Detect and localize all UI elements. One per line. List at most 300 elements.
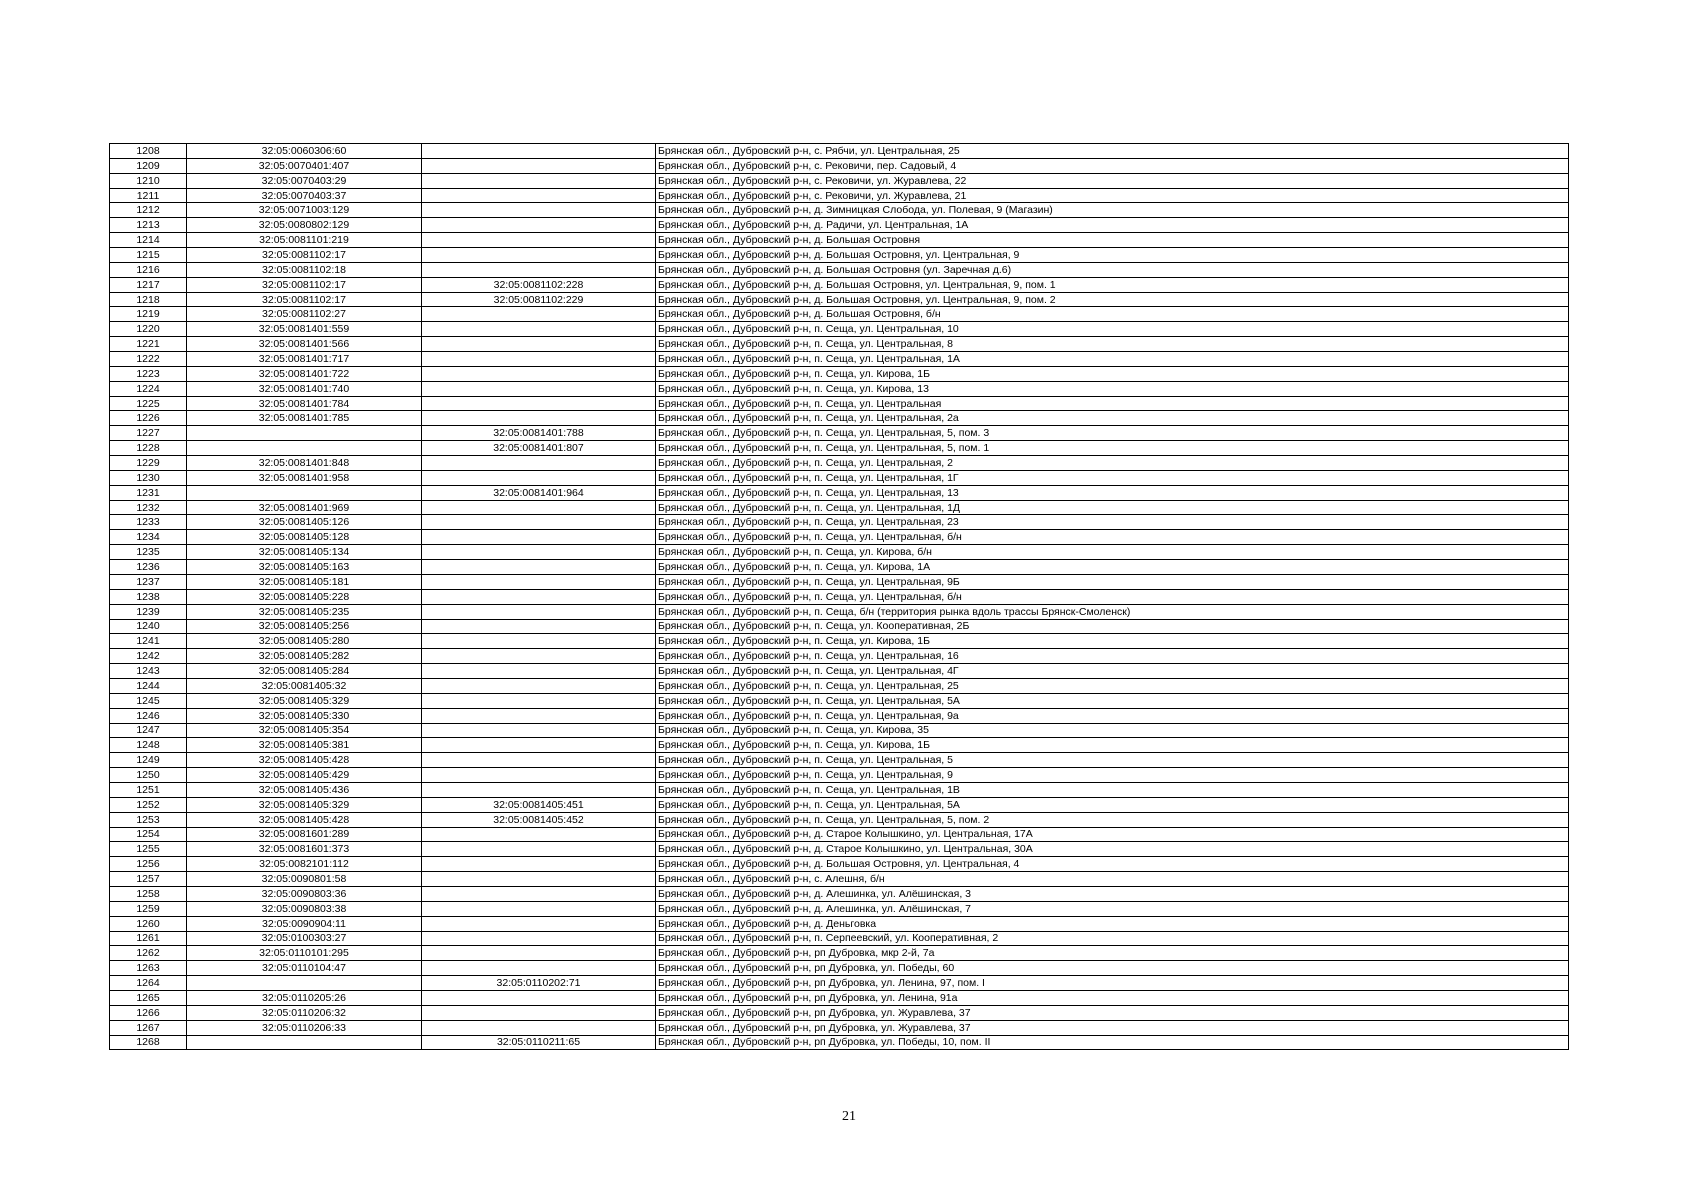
row-number-cell: 1251 [110,782,187,797]
premises-cadastral-number-cell [422,307,656,322]
premises-cadastral-number-cell [422,545,656,560]
row-number-cell: 1214 [110,233,187,248]
cadastral-number-cell: 32:05:0090801:58 [187,872,422,887]
row-number-cell: 1263 [110,961,187,976]
table-row [110,827,1569,842]
cadastral-number-cell: 32:05:0110205:26 [187,990,422,1005]
row-number-cell: 1257 [110,872,187,887]
premises-cadastral-number-cell [422,901,656,916]
premises-cadastral-number-cell [422,678,656,693]
premises-cadastral-number-cell [422,931,656,946]
premises-cadastral-number-cell: 32:05:0081401:788 [422,426,656,441]
cadastral-number-cell: 32:05:0081405:128 [187,530,422,545]
address-cell: Брянская обл., Дубровский р-н, п. Сеща, ул. Центральная, б/н [656,589,1569,604]
row-number-cell: 1219 [110,307,187,322]
cadastral-number-cell [187,1035,422,1050]
table-row [110,931,1569,946]
table-row [110,1035,1569,1050]
registry-table [109,143,1569,1050]
row-number-cell: 1248 [110,738,187,753]
premises-cadastral-number-cell [422,1020,656,1035]
row-number-cell: 1226 [110,411,187,426]
premises-cadastral-number-cell [422,352,656,367]
cadastral-number-cell [187,441,422,456]
cadastral-number-cell: 32:05:0082101:112 [187,857,422,872]
cadastral-number-cell: 32:05:0081405:126 [187,515,422,530]
premises-cadastral-number-cell [422,619,656,634]
cadastral-number-cell: 32:05:0081405:228 [187,589,422,604]
address-cell: Брянская обл., Дубровский р-н, д. Большая Островня, ул. Центральная, 4 [656,857,1569,872]
row-number-cell: 1253 [110,812,187,827]
address-cell: Брянская обл., Дубровский р-н, п. Сеща, ул. Центральная, 23 [656,515,1569,530]
cadastral-number-cell: 32:05:0081405:329 [187,693,422,708]
table-row [110,634,1569,649]
premises-cadastral-number-cell [422,530,656,545]
row-number-cell: 1265 [110,990,187,1005]
table-row [110,470,1569,485]
row-number-cell: 1221 [110,337,187,352]
cadastral-number-cell: 32:05:0081405:428 [187,753,422,768]
address-cell: Брянская обл., Дубровский р-н, с. Рябчи, ул. Центральная, 25 [656,144,1569,159]
address-cell: Брянская обл., Дубровский р-н, п. Серпеевский, ул. Кооперативная, 2 [656,931,1569,946]
cadastral-number-cell: 32:05:0081102:17 [187,248,422,263]
premises-cadastral-number-cell [422,158,656,173]
table-row [110,158,1569,173]
table-row [110,456,1569,471]
table-row [110,307,1569,322]
table-row [110,649,1569,664]
cadastral-number-cell: 32:05:0081102:17 [187,277,422,292]
address-cell: Брянская обл., Дубровский р-н, п. Сеща, ул. Центральная, 5А [656,693,1569,708]
table-row [110,188,1569,203]
row-number-cell: 1233 [110,515,187,530]
cadastral-number-cell: 32:05:0081601:289 [187,827,422,842]
address-cell: Брянская обл., Дубровский р-н, рп Дубровка, ул. Ленина, 91а [656,990,1569,1005]
address-cell: Брянская обл., Дубровский р-н, п. Сеща, ул. Кирова, 1Б [656,738,1569,753]
cadastral-number-cell: 32:05:0081401:969 [187,500,422,515]
premises-cadastral-number-cell [422,990,656,1005]
row-number-cell: 1264 [110,976,187,991]
address-cell: Брянская обл., Дубровский р-н, д. Большая Островня (ул. Заречная д.6) [656,262,1569,277]
address-cell: Брянская обл., Дубровский р-н, п. Сеща, ул. Центральная, 5, пом. 1 [656,441,1569,456]
cadastral-number-cell: 32:05:0090803:38 [187,901,422,916]
table-row [110,946,1569,961]
cadastral-number-cell: 32:05:0110206:32 [187,1005,422,1020]
premises-cadastral-number-cell [422,233,656,248]
address-cell: Брянская обл., Дубровский р-н, д. Зимницкая Слобода, ул. Полевая, 9 (Магазин) [656,203,1569,218]
cadastral-number-cell: 32:05:0081401:717 [187,352,422,367]
row-number-cell: 1236 [110,560,187,575]
cadastral-number-cell: 32:05:0081405:436 [187,782,422,797]
address-cell: Брянская обл., Дубровский р-н, п. Сеща, ул. Центральная, 16 [656,649,1569,664]
address-cell: Брянская обл., Дубровский р-н, рп Дубровка, ул. Ленина, 97, пом. I [656,976,1569,991]
address-cell: Брянская обл., Дубровский р-н, п. Сеща, ул. Центральная, 5, пом. 3 [656,426,1569,441]
table-row [110,693,1569,708]
address-cell: Брянская обл., Дубровский р-н, п. Сеща, ул. Центральная, 1Г [656,470,1569,485]
address-cell: Брянская обл., Дубровский р-н, д. Старое Колышкино, ул. Центральная, 30А [656,842,1569,857]
address-cell: Брянская обл., Дубровский р-н, д. Большая Островня, ул. Центральная, 9 [656,248,1569,263]
table-row [110,872,1569,887]
premises-cadastral-number-cell [422,723,656,738]
table-row [110,812,1569,827]
address-cell: Брянская обл., Дубровский р-н, п. Сеща, ул. Кирова, 1А [656,560,1569,575]
premises-cadastral-number-cell [422,470,656,485]
premises-cadastral-number-cell [422,857,656,872]
table-row [110,381,1569,396]
premises-cadastral-number-cell [422,827,656,842]
table-row [110,976,1569,991]
address-cell: Брянская обл., Дубровский р-н, п. Сеща, ул. Центральная, 9 [656,768,1569,783]
address-cell: Брянская обл., Дубровский р-н, с. Рековичи, ул. Журавлева, 21 [656,188,1569,203]
row-number-cell: 1209 [110,158,187,173]
row-number-cell: 1249 [110,753,187,768]
cadastral-number-cell: 32:05:0081405:256 [187,619,422,634]
address-cell: Брянская обл., Дубровский р-н, д. Алешинка, ул. Алёшинская, 7 [656,901,1569,916]
row-number-cell: 1242 [110,649,187,664]
row-number-cell: 1255 [110,842,187,857]
table-row [110,515,1569,530]
premises-cadastral-number-cell [422,188,656,203]
cadastral-number-cell: 32:05:0070403:37 [187,188,422,203]
premises-cadastral-number-cell [422,381,656,396]
premises-cadastral-number-cell [422,604,656,619]
premises-cadastral-number-cell [422,782,656,797]
table-row [110,842,1569,857]
row-number-cell: 1259 [110,901,187,916]
address-cell: Брянская обл., Дубровский р-н, д. Большая Островня [656,233,1569,248]
cadastral-number-cell [187,426,422,441]
row-number-cell: 1211 [110,188,187,203]
table-row [110,678,1569,693]
address-cell: Брянская обл., Дубровский р-н, с. Алешня, б/н [656,872,1569,887]
premises-cadastral-number-cell [422,872,656,887]
premises-cadastral-number-cell: 32:05:0081401:964 [422,485,656,500]
premises-cadastral-number-cell [422,337,656,352]
row-number-cell: 1256 [110,857,187,872]
cadastral-number-cell: 32:05:0081601:373 [187,842,422,857]
cadastral-number-cell: 32:05:0110101:295 [187,946,422,961]
cadastral-number-cell: 32:05:0081405:354 [187,723,422,738]
premises-cadastral-number-cell [422,886,656,901]
cadastral-number-cell [187,485,422,500]
table-row [110,560,1569,575]
address-cell: Брянская обл., Дубровский р-н, п. Сеща, ул. Центральная, 5 [656,753,1569,768]
table-row [110,901,1569,916]
cadastral-number-cell: 32:05:0081401:722 [187,366,422,381]
cadastral-number-cell: 32:05:0081401:559 [187,322,422,337]
cadastral-number-cell: 32:05:0081401:848 [187,456,422,471]
address-cell: Брянская обл., Дубровский р-н, п. Сеща, ул. Центральная, 1А [656,352,1569,367]
table-row [110,916,1569,931]
address-cell: Брянская обл., Дубровский р-н, д. Большая Островня, б/н [656,307,1569,322]
cadastral-number-cell: 32:05:0081405:32 [187,678,422,693]
premises-cadastral-number-cell [422,515,656,530]
table-row [110,768,1569,783]
cadastral-number-cell: 32:05:0090803:36 [187,886,422,901]
row-number-cell: 1229 [110,456,187,471]
premises-cadastral-number-cell [422,366,656,381]
address-cell: Брянская обл., Дубровский р-н, п. Сеща, ул. Центральная, 2а [656,411,1569,426]
premises-cadastral-number-cell [422,411,656,426]
cadastral-number-cell: 32:05:0081405:330 [187,708,422,723]
cadastral-number-cell: 32:05:0081405:280 [187,634,422,649]
row-number-cell: 1217 [110,277,187,292]
address-cell: Брянская обл., Дубровский р-н, рп Дубровка, ул. Журавлева, 37 [656,1020,1569,1035]
cadastral-number-cell: 32:05:0070401:407 [187,158,422,173]
premises-cadastral-number-cell [422,396,656,411]
address-cell: Брянская обл., Дубровский р-н, п. Сеща, ул. Центральная, 10 [656,322,1569,337]
address-cell: Брянская обл., Дубровский р-н, п. Сеща, ул. Центральная, 5, пом. 2 [656,812,1569,827]
address-cell: Брянская обл., Дубровский р-н, п. Сеща, ул. Кирова, б/н [656,545,1569,560]
premises-cadastral-number-cell: 32:05:0110202:71 [422,976,656,991]
cadastral-number-cell: 32:05:0081401:740 [187,381,422,396]
premises-cadastral-number-cell: 32:05:0081102:228 [422,277,656,292]
premises-cadastral-number-cell [422,574,656,589]
row-number-cell: 1240 [110,619,187,634]
premises-cadastral-number-cell [422,203,656,218]
table-row [110,366,1569,381]
table-row [110,426,1569,441]
cadastral-number-cell: 32:05:0081401:566 [187,337,422,352]
row-number-cell: 1241 [110,634,187,649]
cadastral-number-cell: 32:05:0081405:381 [187,738,422,753]
table-row [110,753,1569,768]
premises-cadastral-number-cell [422,218,656,233]
cadastral-number-cell: 32:05:0080802:129 [187,218,422,233]
address-cell: Брянская обл., Дубровский р-н, рп Дубровка, ул. Победы, 10, пом. II [656,1035,1569,1050]
premises-cadastral-number-cell [422,634,656,649]
table-row [110,604,1569,619]
address-cell: Брянская обл., Дубровский р-н, п. Сеща, ул. Центральная, 9а [656,708,1569,723]
premises-cadastral-number-cell [422,560,656,575]
cadastral-number-cell: 32:05:0081405:284 [187,664,422,679]
premises-cadastral-number-cell [422,500,656,515]
table-row [110,485,1569,500]
row-number-cell: 1215 [110,248,187,263]
table-row [110,144,1569,159]
row-number-cell: 1237 [110,574,187,589]
row-number-cell: 1212 [110,203,187,218]
address-cell: Брянская обл., Дубровский р-н, п. Сеща, ул. Кооперативная, 2Б [656,619,1569,634]
registry-table-body [110,144,1569,1050]
row-number-cell: 1266 [110,1005,187,1020]
row-number-cell: 1262 [110,946,187,961]
premises-cadastral-number-cell [422,262,656,277]
table-row [110,500,1569,515]
row-number-cell: 1261 [110,931,187,946]
address-cell: Брянская обл., Дубровский р-н, д. Деньговка [656,916,1569,931]
premises-cadastral-number-cell: 32:05:0110211:65 [422,1035,656,1050]
address-cell: Брянская обл., Дубровский р-н, п. Сеща, ул. Кирова, 35 [656,723,1569,738]
row-number-cell: 1245 [110,693,187,708]
premises-cadastral-number-cell: 32:05:0081102:229 [422,292,656,307]
row-number-cell: 1228 [110,441,187,456]
address-cell: Брянская обл., Дубровский р-н, д. Старое Колышкино, ул. Центральная, 17А [656,827,1569,842]
row-number-cell: 1218 [110,292,187,307]
address-cell: Брянская обл., Дубровский р-н, п. Сеща, ул. Центральная, 1В [656,782,1569,797]
table-row [110,708,1569,723]
row-number-cell: 1225 [110,396,187,411]
table-row [110,545,1569,560]
cadastral-number-cell: 32:05:0090904:11 [187,916,422,931]
table-row [110,723,1569,738]
page-number: 21 [842,1109,856,1124]
row-number-cell: 1260 [110,916,187,931]
table-row [110,1020,1569,1035]
premises-cadastral-number-cell [422,753,656,768]
address-cell: Брянская обл., Дубровский р-н, д. Большая Островня, ул. Центральная, 9, пом. 2 [656,292,1569,307]
premises-cadastral-number-cell [422,248,656,263]
premises-cadastral-number-cell [422,173,656,188]
cadastral-number-cell: 32:05:0081405:429 [187,768,422,783]
row-number-cell: 1254 [110,827,187,842]
row-number-cell: 1234 [110,530,187,545]
premises-cadastral-number-cell: 32:05:0081401:807 [422,441,656,456]
premises-cadastral-number-cell [422,842,656,857]
table-row [110,441,1569,456]
row-number-cell: 1235 [110,545,187,560]
cadastral-number-cell: 32:05:0081405:181 [187,574,422,589]
premises-cadastral-number-cell [422,649,656,664]
row-number-cell: 1208 [110,144,187,159]
cadastral-number-cell: 32:05:0081102:18 [187,262,422,277]
cadastral-number-cell: 32:05:0081405:282 [187,649,422,664]
premises-cadastral-number-cell [422,589,656,604]
cadastral-number-cell: 32:05:0081102:27 [187,307,422,322]
premises-cadastral-number-cell [422,664,656,679]
cadastral-number-cell: 32:05:0081401:785 [187,411,422,426]
table-row [110,574,1569,589]
table-row [110,277,1569,292]
row-number-cell: 1267 [110,1020,187,1035]
cadastral-number-cell: 32:05:0071003:129 [187,203,422,218]
table-row [110,797,1569,812]
premises-cadastral-number-cell [422,1005,656,1020]
row-number-cell: 1252 [110,797,187,812]
cadastral-number-cell: 32:05:0110206:33 [187,1020,422,1035]
row-number-cell: 1210 [110,173,187,188]
address-cell: Брянская обл., Дубровский р-н, п. Сеща, ул. Центральная, 8 [656,337,1569,352]
premises-cadastral-number-cell: 32:05:0081405:452 [422,812,656,827]
table-row [110,589,1569,604]
address-cell: Брянская обл., Дубровский р-н, д. Радичи, ул. Центральная, 1А [656,218,1569,233]
address-cell: Брянская обл., Дубровский р-н, рп Дубровка, ул. Журавлева, 37 [656,1005,1569,1020]
table-row [110,322,1569,337]
table-row [110,857,1569,872]
address-cell: Брянская обл., Дубровский р-н, п. Сеща, ул. Кирова, 1Б [656,366,1569,381]
row-number-cell: 1232 [110,500,187,515]
row-number-cell: 1223 [110,366,187,381]
address-cell: Брянская обл., Дубровский р-н, п. Сеща, ул. Центральная [656,396,1569,411]
address-cell: Брянская обл., Дубровский р-н, п. Сеща, ул. Центральная, 13 [656,485,1569,500]
address-cell: Брянская обл., Дубровский р-н, п. Сеща, ул. Центральная, б/н [656,530,1569,545]
row-number-cell: 1213 [110,218,187,233]
table-row [110,203,1569,218]
row-number-cell: 1239 [110,604,187,619]
row-number-cell: 1222 [110,352,187,367]
premises-cadastral-number-cell [422,693,656,708]
address-cell: Брянская обл., Дубровский р-н, п. Сеща, ул. Кирова, 1Б [656,634,1569,649]
address-cell: Брянская обл., Дубровский р-н, п. Сеща, ул. Центральная, 9Б [656,574,1569,589]
premises-cadastral-number-cell: 32:05:0081405:451 [422,797,656,812]
premises-cadastral-number-cell [422,144,656,159]
table-row [110,248,1569,263]
row-number-cell: 1238 [110,589,187,604]
premises-cadastral-number-cell [422,322,656,337]
cadastral-number-cell: 32:05:0110104:47 [187,961,422,976]
address-cell: Брянская обл., Дубровский р-н, рп Дубровка, ул. Победы, 60 [656,961,1569,976]
address-cell: Брянская обл., Дубровский р-н, п. Сеща, ул. Центральная, 1Д [656,500,1569,515]
address-cell: Брянская обл., Дубровский р-н, п. Сеща, ул. Центральная, 25 [656,678,1569,693]
address-cell: Брянская обл., Дубровский р-н, д. Большая Островня, ул. Центральная, 9, пом. 1 [656,277,1569,292]
cadastral-number-cell: 32:05:0081401:958 [187,470,422,485]
row-number-cell: 1231 [110,485,187,500]
row-number-cell: 1243 [110,664,187,679]
row-number-cell: 1224 [110,381,187,396]
row-number-cell: 1220 [110,322,187,337]
premises-cadastral-number-cell [422,946,656,961]
table-row [110,664,1569,679]
table-row [110,990,1569,1005]
row-number-cell: 1268 [110,1035,187,1050]
cadastral-number-cell: 32:05:0081102:17 [187,292,422,307]
premises-cadastral-number-cell [422,708,656,723]
table-row [110,1005,1569,1020]
cadastral-number-cell: 32:05:0081405:163 [187,560,422,575]
address-cell: Брянская обл., Дубровский р-н, п. Сеща, ул. Центральная, 2 [656,456,1569,471]
table-row [110,619,1569,634]
premises-cadastral-number-cell [422,916,656,931]
row-number-cell: 1230 [110,470,187,485]
address-cell: Брянская обл., Дубровский р-н, с. Рековичи, пер. Садовый, 4 [656,158,1569,173]
table-row [110,173,1569,188]
table-row [110,337,1569,352]
cadastral-number-cell: 32:05:0081401:784 [187,396,422,411]
cadastral-number-cell [187,976,422,991]
premises-cadastral-number-cell [422,456,656,471]
table-row [110,738,1569,753]
cadastral-number-cell: 32:05:0060306:60 [187,144,422,159]
table-row [110,396,1569,411]
row-number-cell: 1247 [110,723,187,738]
cadastral-number-cell: 32:05:0081405:428 [187,812,422,827]
address-cell: Брянская обл., Дубровский р-н, рп Дубровка, мкр 2-й, 7а [656,946,1569,961]
address-cell: Брянская обл., Дубровский р-н, п. Сеща, ул. Кирова, 13 [656,381,1569,396]
table-row [110,233,1569,248]
address-cell: Брянская обл., Дубровский р-н, п. Сеща, ул. Центральная, 4Г [656,664,1569,679]
table-row [110,530,1569,545]
cadastral-number-cell: 32:05:0100303:27 [187,931,422,946]
premises-cadastral-number-cell [422,768,656,783]
row-number-cell: 1227 [110,426,187,441]
address-cell: Брянская обл., Дубровский р-н, п. Сеща, ул. Центральная, 5А [656,797,1569,812]
cadastral-number-cell: 32:05:0070403:29 [187,173,422,188]
cadastral-number-cell: 32:05:0081101:219 [187,233,422,248]
cadastral-number-cell: 32:05:0081405:235 [187,604,422,619]
premises-cadastral-number-cell [422,961,656,976]
table-row [110,218,1569,233]
cadastral-number-cell: 32:05:0081405:329 [187,797,422,812]
row-number-cell: 1216 [110,262,187,277]
row-number-cell: 1246 [110,708,187,723]
table-row [110,262,1569,277]
table-row [110,411,1569,426]
table-row [110,961,1569,976]
address-cell: Брянская обл., Дубровский р-н, д. Алешинка, ул. Алёшинская, 3 [656,886,1569,901]
table-row [110,292,1569,307]
row-number-cell: 1258 [110,886,187,901]
table-row [110,886,1569,901]
